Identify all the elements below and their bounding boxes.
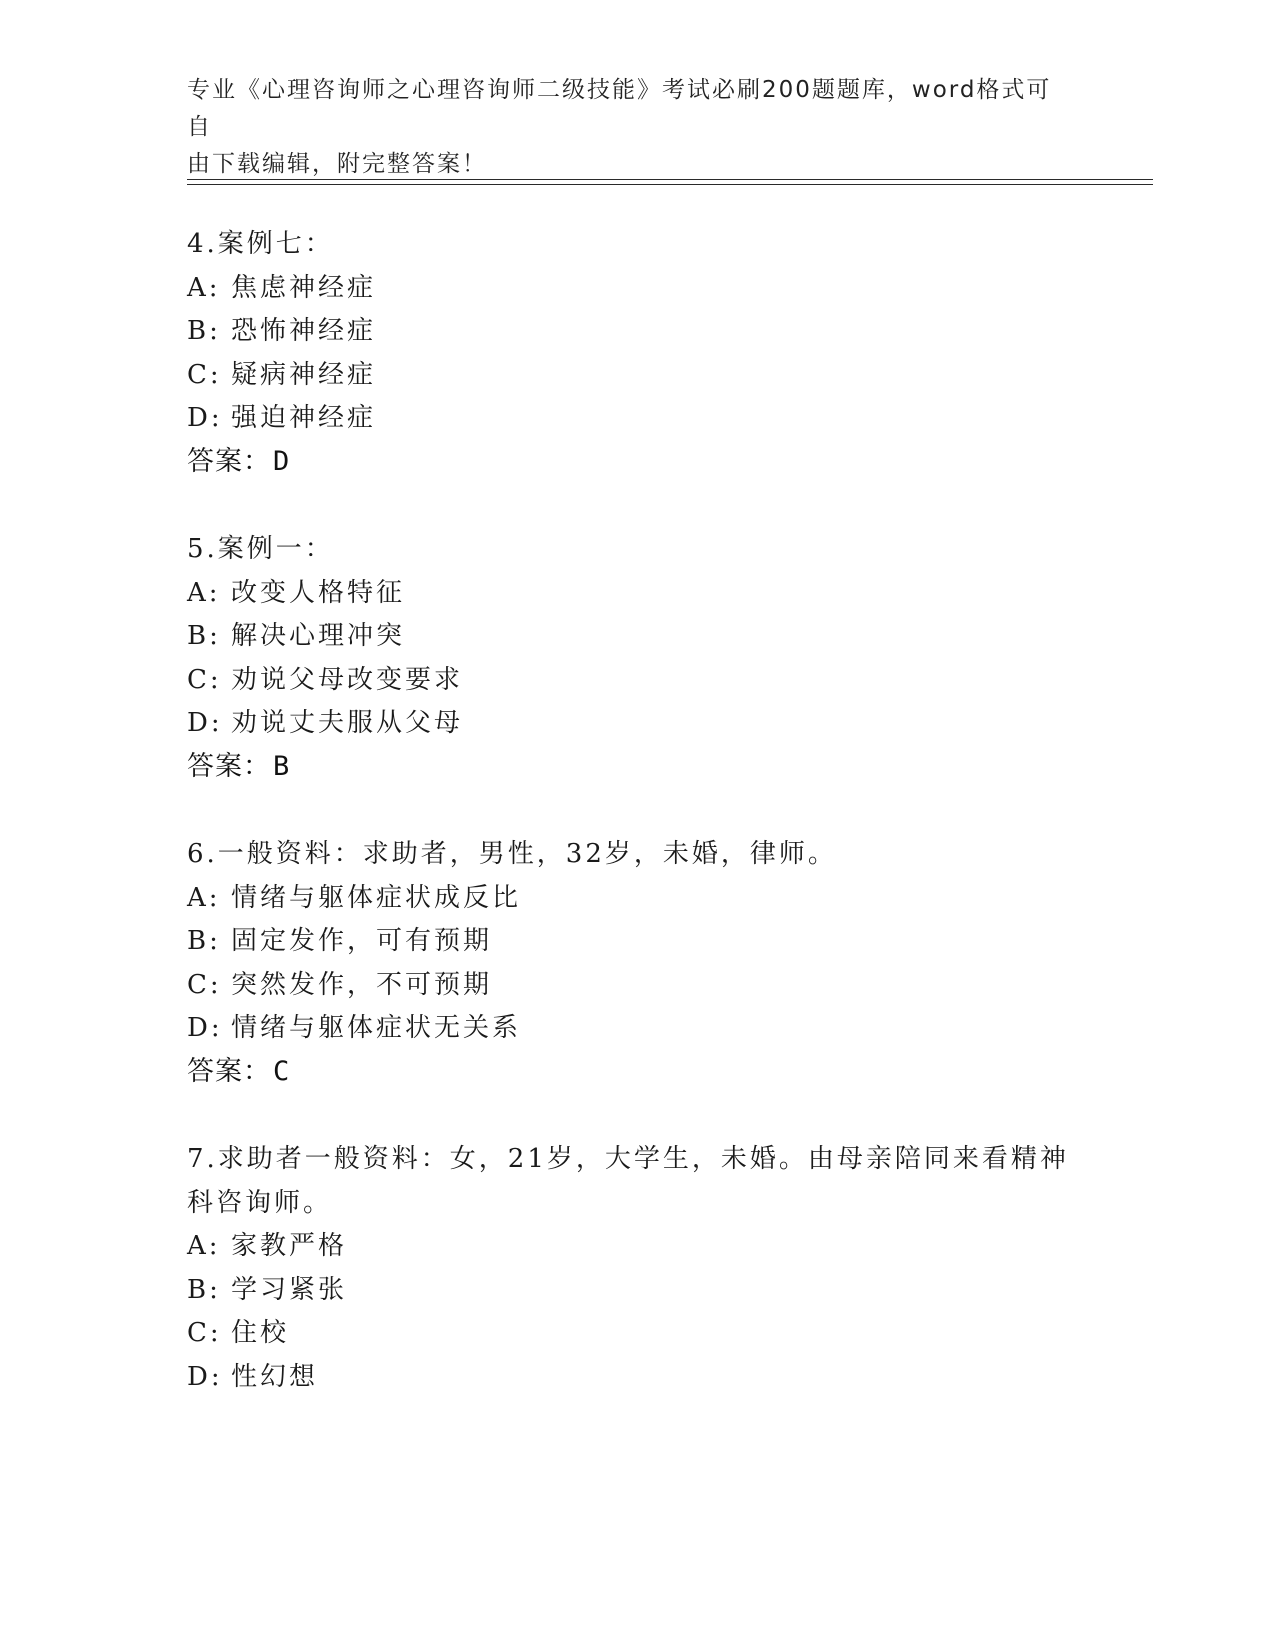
answer-line: 答案：B (187, 751, 291, 782)
header-line-2: 由下载编辑，附完整答案！ (187, 151, 487, 177)
question-stem-continued: 科咨询师。 (187, 1188, 333, 1218)
header-divider-top (187, 179, 1153, 180)
option-c: C: 住校 (187, 1318, 290, 1348)
option-d: D: 劝说丈夫服从父母 (187, 708, 464, 738)
answer-line: 答案：C (187, 1056, 291, 1087)
option-a: A: 改变人格特征 (187, 578, 406, 608)
option-d: D: 性幻想 (187, 1362, 319, 1392)
question-stem: 5.案例一： (187, 534, 334, 564)
question-stem: 7.求助者一般资料：女，21岁，大学生，未婚。由母亲陪同来看精神 (187, 1144, 1069, 1174)
option-d: D: 情绪与躯体症状无关系 (187, 1013, 522, 1043)
option-c: C: 疑病神经症 (187, 360, 377, 390)
option-a: A: 情绪与躯体症状成反比 (187, 883, 522, 913)
option-b: B: 学习紧张 (187, 1275, 348, 1305)
answer-line: 答案：D (187, 446, 291, 477)
header-line-1: 专业《心理咨询师之心理咨询师二级技能》考试必刷200题题库，word格式可自 (187, 77, 1052, 140)
option-b: B: 恐怖神经症 (187, 316, 377, 346)
option-a: A: 家教严格 (187, 1231, 348, 1261)
option-a: A: 焦虑神经症 (187, 273, 377, 303)
option-c: C: 突然发作，不可预期 (187, 970, 493, 1000)
option-b: B: 解决心理冲突 (187, 621, 406, 651)
option-c: C: 劝说父母改变要求 (187, 665, 464, 695)
document-header (187, 72, 1067, 183)
answer-value: C (273, 1056, 291, 1087)
option-b: B: 固定发作，可有预期 (187, 926, 493, 956)
answer-value: D (273, 446, 291, 477)
answer-value: B (273, 751, 291, 782)
question-stem: 6.一般资料：求助者，男性，32岁，未婚，律师。 (187, 839, 837, 869)
option-d: D: 强迫神经症 (187, 403, 377, 433)
question-stem: 4.案例七： (187, 229, 334, 259)
header-divider-bottom (187, 184, 1153, 185)
